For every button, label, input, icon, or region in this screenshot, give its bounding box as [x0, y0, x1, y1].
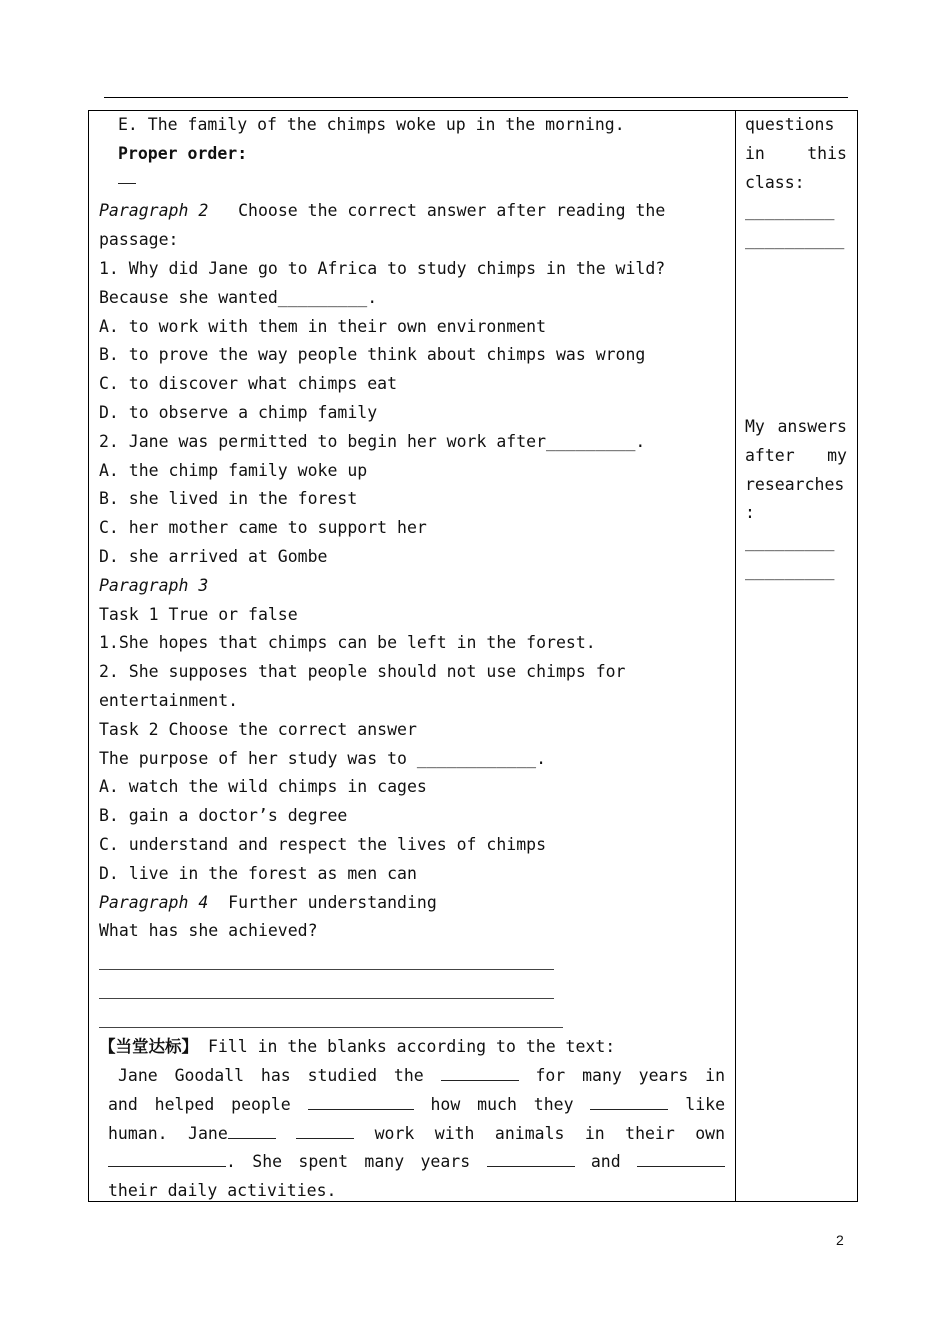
side-question-blank-2[interactable]: __________	[745, 230, 845, 250]
fill-blank[interactable]	[487, 1148, 575, 1167]
side-answer-blank-1[interactable]: _________	[745, 532, 835, 552]
side-researches: researches	[745, 474, 845, 494]
main-column	[99, 111, 725, 1206]
question-1-option-d: D. to observe a chimp family	[99, 402, 378, 422]
side-in-this: in this	[745, 143, 847, 163]
task-2-option-d: D. live in the forest as men can	[99, 863, 417, 883]
header-rule	[104, 97, 848, 98]
paragraph-3-heading: Paragraph 3	[99, 575, 209, 595]
column-divider	[735, 111, 736, 1201]
question-2-option-c: C. her mother came to support her	[99, 518, 427, 538]
side-spacer	[745, 255, 847, 413]
question-2-option-a: A. the chimp family woke up	[99, 460, 368, 480]
answer-line-3[interactable]	[99, 1004, 725, 1033]
task-2-option-b: B. gain a doctor’s degree	[99, 806, 348, 826]
page-number: 2	[836, 1232, 844, 1248]
side-after-my: after my	[745, 445, 847, 465]
paragraph-4-heading: Paragraph 4	[99, 892, 209, 912]
question-1-stem: Because she wanted_________.	[99, 287, 378, 307]
paragraph-2-instruction-cont: passage:	[99, 230, 179, 250]
proper-order-answer	[99, 169, 725, 198]
fill-blank[interactable]	[308, 1091, 414, 1110]
true-false-1: 1.She hopes that chimps can be left in the forest.	[99, 633, 596, 653]
achieved-question: What has she achieved?	[99, 921, 318, 941]
answer-tick-mark	[118, 183, 136, 184]
option-e: E. The family of the chimps woke up in the morning.	[118, 115, 625, 134]
fill-blank[interactable]	[228, 1120, 276, 1139]
paragraph-2-heading: Paragraph 2	[99, 201, 209, 221]
side-colon: :	[745, 503, 755, 523]
true-false-2: 2. She supposes that people should not use chimps for	[99, 662, 626, 682]
paragraph-2-instruction: Paragraph 2 Choose the correct answer after reading the	[99, 201, 666, 221]
question-2: 2. Jane was permitted to begin her work after_________.	[99, 431, 646, 451]
true-false-2-cont: entertainment.	[99, 690, 239, 710]
side-question-blank-1[interactable]: _________	[745, 201, 835, 221]
question-1: 1. Why did Jane go to Africa to study chimps in the wild?	[99, 258, 666, 278]
fill-blank[interactable]	[441, 1062, 519, 1081]
purpose-question: The purpose of her study was to ____________.	[99, 748, 547, 768]
question-1-option-c: C. to discover what chimps eat	[99, 374, 398, 394]
fill-in-label: 【当堂达标】	[99, 1037, 198, 1057]
question-2-option-d: D. she arrived at Gombe	[99, 546, 328, 566]
side-my-answers: My answers	[745, 416, 847, 436]
side-questions-label: questions	[745, 115, 835, 134]
paragraph-4-line	[99, 889, 725, 918]
fill-blank[interactable]	[108, 1148, 226, 1167]
task-1-heading: Task 1 True or false	[99, 604, 298, 624]
task-2-option-c: C. understand and respect the lives of chimps	[99, 834, 547, 854]
proper-order-label: Proper order:	[118, 143, 248, 163]
worksheet-table	[88, 110, 858, 1202]
task-2-option-a: A. watch the wild chimps in cages	[99, 777, 427, 797]
side-answer-blank-2[interactable]: _________	[745, 560, 835, 580]
question-1-option-a: A. to work with them in their own environment	[99, 316, 547, 336]
fill-line-3: human. Jane work with animals in their own	[99, 1120, 725, 1149]
fill-line-5: their daily activities.	[108, 1181, 337, 1201]
fill-in-heading	[99, 1033, 725, 1062]
fill-blank[interactable]	[296, 1120, 354, 1139]
question-2-option-b: B. she lived in the forest	[99, 489, 358, 509]
fill-line-2: and helped people how much they like	[99, 1091, 725, 1120]
fill-in-instruction: Fill in the blanks according to the text:	[207, 1037, 616, 1057]
answer-line-1[interactable]	[99, 946, 725, 975]
task-2-heading: Task 2 Choose the correct answer	[99, 719, 417, 739]
fill-blank[interactable]	[637, 1148, 725, 1167]
fill-line-4: . She spent many years and	[99, 1148, 725, 1177]
fill-blank[interactable]	[590, 1091, 668, 1110]
fill-line-1: Jane Goodall has studied the for many years in	[99, 1062, 725, 1091]
side-class-label: class:	[745, 172, 805, 192]
paragraph-4-title: Further understanding	[228, 892, 437, 912]
side-column	[745, 111, 847, 586]
answer-line-2[interactable]	[99, 975, 725, 1004]
question-1-option-b: B. to prove the way people think about chimps was wrong	[99, 345, 646, 365]
